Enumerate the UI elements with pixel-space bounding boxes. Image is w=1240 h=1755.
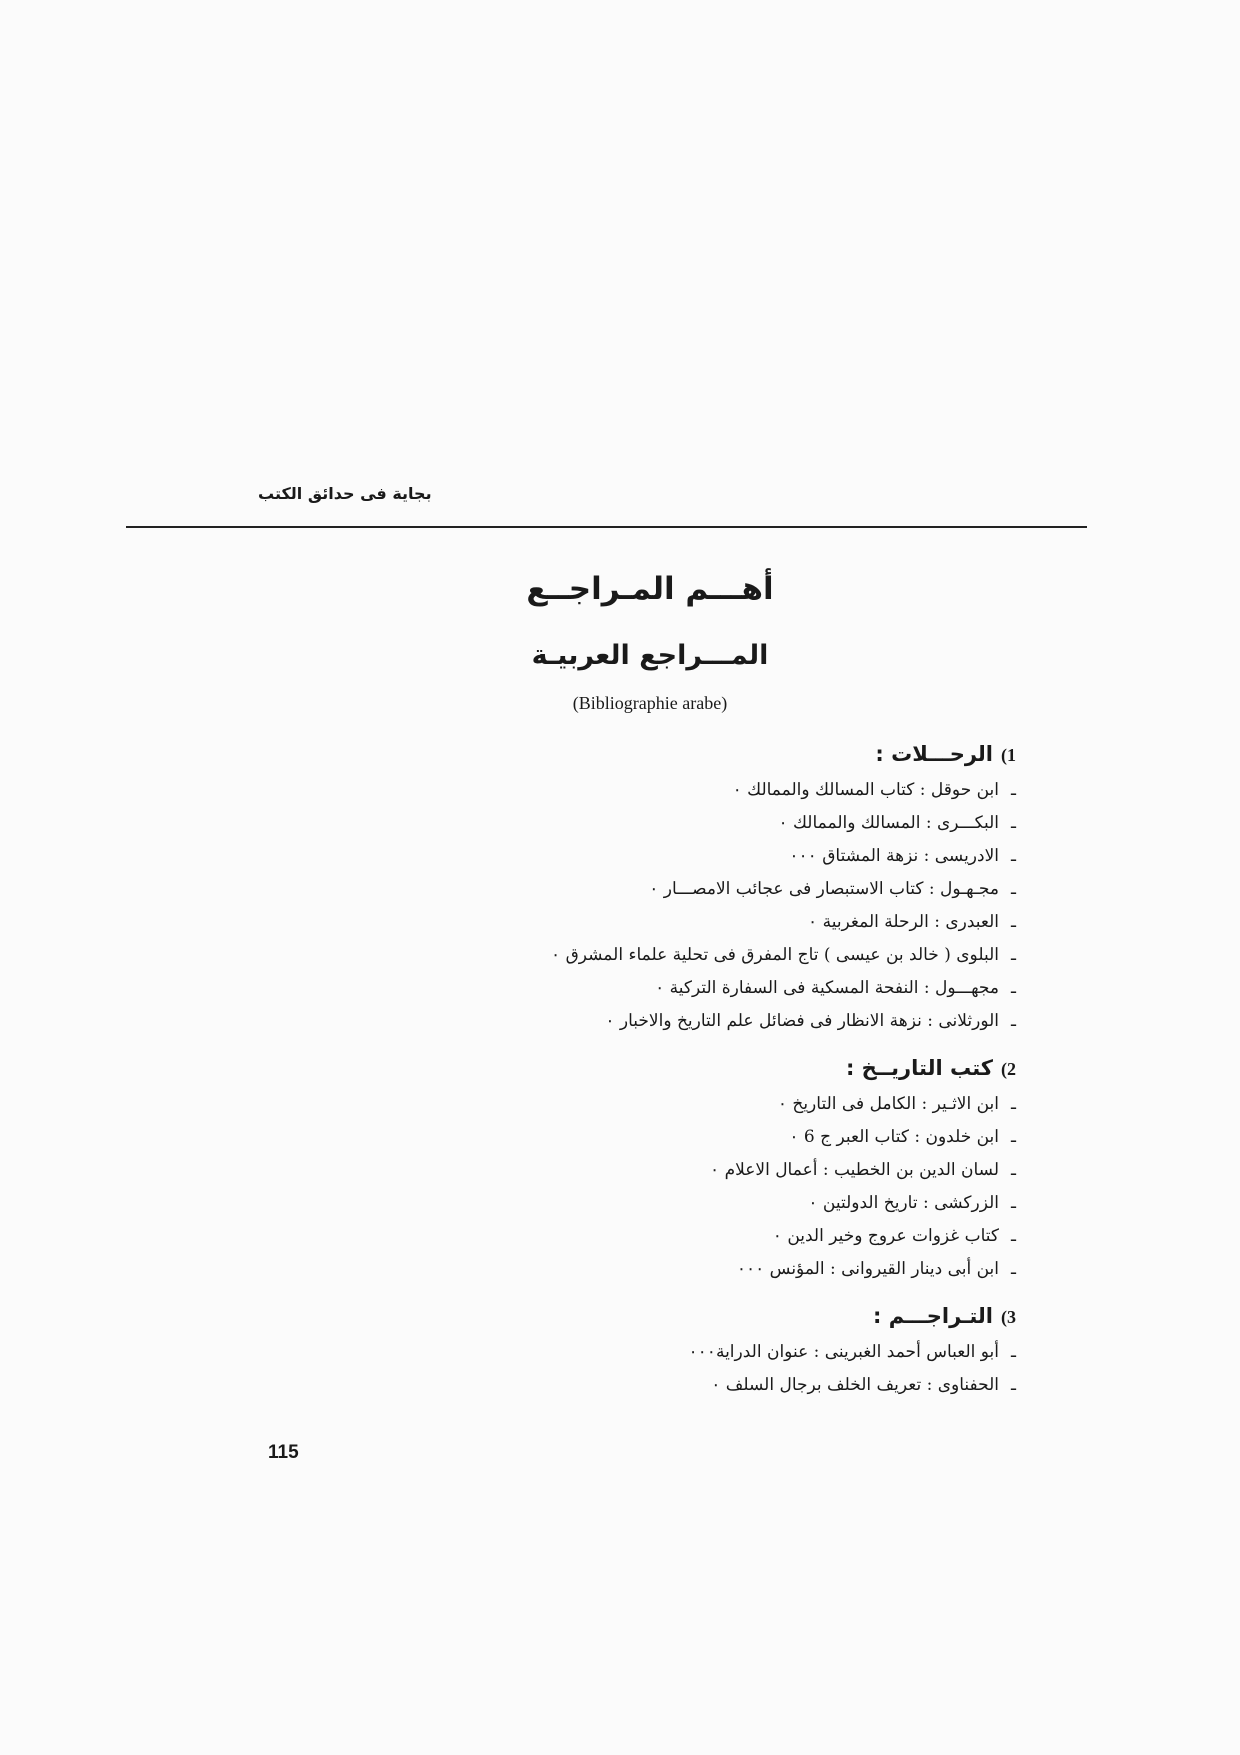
list-dash: ـ: [1011, 1011, 1016, 1031]
section-heading: [480, 734, 1016, 774]
list-dash: ـ: [1011, 1160, 1016, 1180]
section-title: الرحـــلات :: [875, 742, 993, 766]
reference-text: ابن الاثـير : الكامل فى التاريخ ٠: [777, 1094, 1000, 1114]
list-dash: ـ: [1011, 945, 1016, 965]
reference-text: الحفناوى : تعريف الخلف برجال السلف ٠: [711, 1375, 1000, 1395]
reference-text: الزركشى : تاريخ الدولتين ٠: [808, 1193, 1000, 1213]
list-dash: ـ: [1011, 1127, 1016, 1147]
list-item: [480, 1253, 1016, 1286]
header-rule: [126, 526, 1087, 528]
reference-text: لسان الدين بن الخطيب : أعمال الاعلام ٠: [710, 1160, 1000, 1180]
reference-text: الورثلانى : نزهة الانظار فى فضائل علم التاريخ والاخبار ٠: [605, 1011, 1000, 1031]
subtitle: المـــراجع العربيـة: [531, 640, 769, 671]
section-spacer: [480, 1038, 1016, 1044]
list-item: [480, 807, 1016, 840]
list-dash: ـ: [1011, 1094, 1016, 1114]
list-item: [480, 972, 1016, 1005]
list-dash: ـ: [1011, 813, 1016, 833]
running-header: بجاية فى حدائق الكتب: [258, 484, 432, 503]
section-spacer: [480, 1286, 1016, 1292]
reference-text: ابن حوقل : كتاب المسالك والممالك ٠: [732, 780, 1000, 800]
list-item: [480, 1154, 1016, 1187]
list-dash: ـ: [1011, 846, 1016, 866]
list-item: [480, 774, 1016, 807]
list-item: [480, 1220, 1016, 1253]
list-item: [480, 1187, 1016, 1220]
reference-text: العبدرى : الرحلة المغربية ٠: [808, 912, 1000, 932]
reference-text: مجهـــول : النفحة المسكية فى السفارة التركية ٠: [655, 978, 1000, 998]
reference-text: الادريسى : نزهة المشتاق ٠٠٠: [789, 846, 1000, 866]
section-heading: [480, 1048, 1016, 1088]
list-dash: ـ: [1011, 978, 1016, 998]
reference-text: البلوى ( خالد بن عيسى ) تاج المفرق فى تحلية علماء المشرق ٠: [551, 945, 1000, 965]
bibliography: [480, 730, 1016, 1402]
section-title: التـراجـــم :: [873, 1304, 993, 1328]
list-dash: ـ: [1011, 912, 1016, 932]
reference-text: كتاب غزوات عروج وخير الدين ٠: [772, 1226, 1000, 1246]
list-dash: ـ: [1011, 780, 1016, 800]
list-dash: ـ: [1011, 879, 1016, 899]
reference-list: [480, 1088, 1016, 1286]
list-item: [480, 1369, 1016, 1402]
section-number: 3): [1001, 1307, 1016, 1327]
list-dash: ـ: [1011, 1342, 1016, 1362]
reference-text: ابن خلدون : كتاب العبر ج 6 ٠: [789, 1127, 1000, 1147]
reference-text: أبو العباس أحمد الغبرينى : عنوان الدراية٠٠٠: [688, 1342, 1000, 1362]
list-item: [480, 873, 1016, 906]
reference-list: [480, 774, 1016, 1038]
list-dash: ـ: [1011, 1259, 1016, 1279]
section-number: 2): [1001, 1059, 1016, 1079]
list-item: [480, 1088, 1016, 1121]
list-item: [480, 906, 1016, 939]
list-dash: ـ: [1011, 1193, 1016, 1213]
list-item: [480, 1005, 1016, 1038]
list-item: [480, 1121, 1016, 1154]
page-number: 115: [268, 1442, 299, 1463]
page-title: أهـــم المـراجــع: [526, 571, 774, 607]
subtitle-french: (Bibliographie arabe): [572, 693, 728, 713]
list-item: [480, 939, 1016, 972]
section-heading: [480, 1296, 1016, 1336]
reference-text: مجـهـول : كتاب الاستبصار فى عجائب الامصـــار ٠: [649, 879, 1000, 899]
list-dash: ـ: [1011, 1375, 1016, 1395]
list-item: [480, 840, 1016, 873]
list-dash: ـ: [1011, 1226, 1016, 1246]
list-item: [480, 1336, 1016, 1369]
section-title: كتب التاريــخ :: [845, 1056, 993, 1080]
reference-text: البكـــرى : المسالك والممالك ٠: [778, 813, 1000, 833]
section-number: 1): [1001, 745, 1016, 765]
reference-list: [480, 1336, 1016, 1402]
reference-text: ابن أبى دينار القيروانى : المؤنس ٠٠٠: [736, 1259, 1000, 1279]
